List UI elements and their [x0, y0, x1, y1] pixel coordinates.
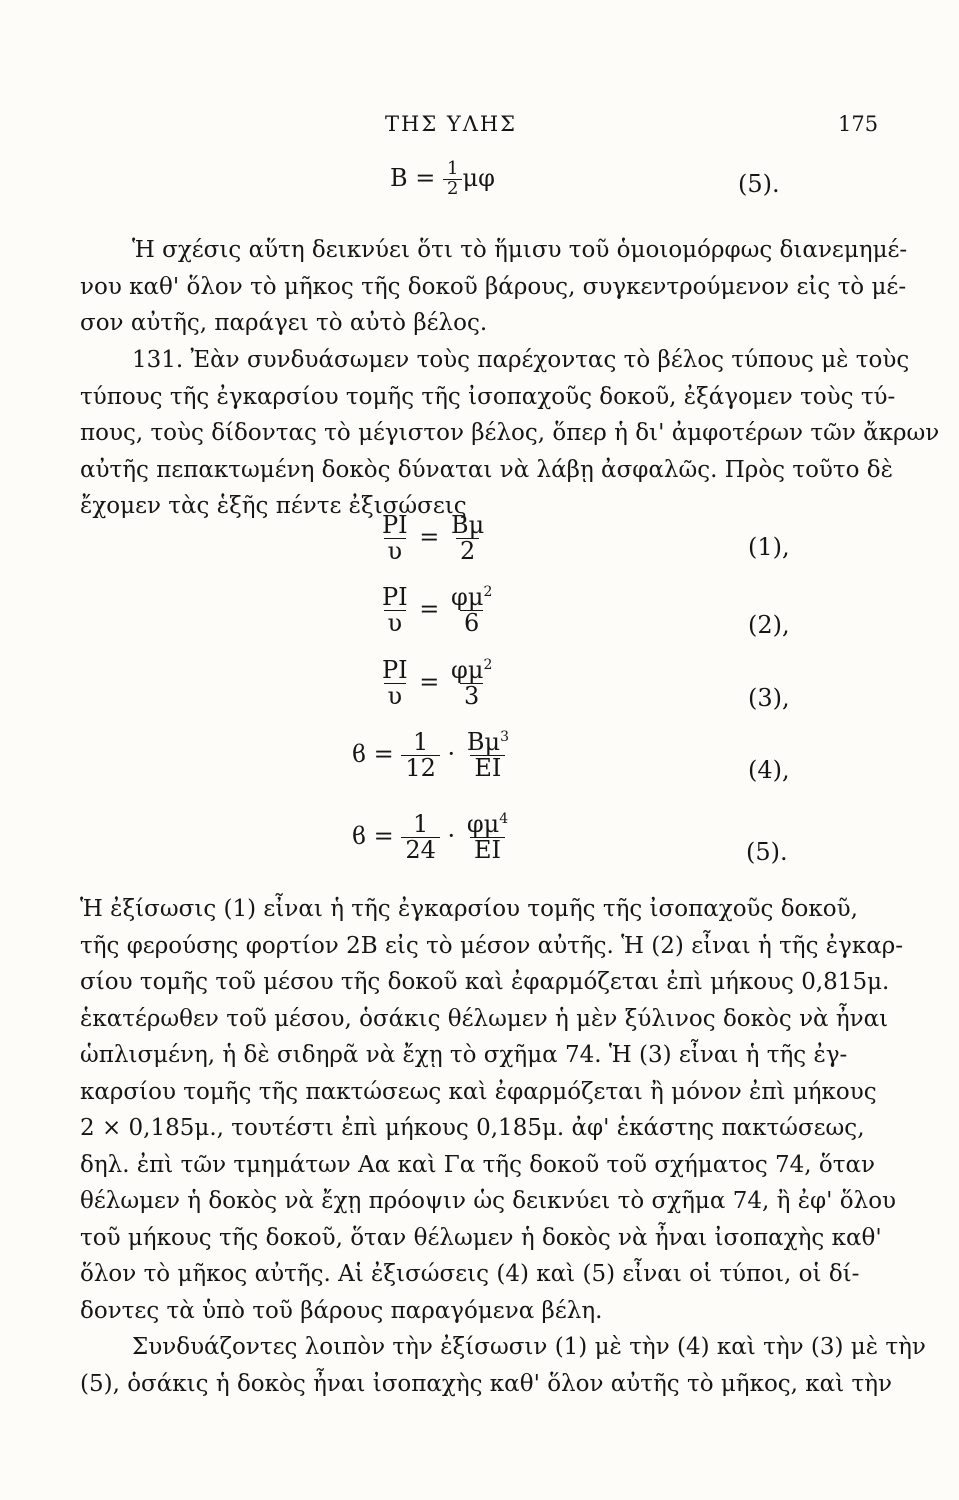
text-line: πους, τοὺς δίδοντας τὸ μέγιστον βέλος, ὅπερ ἡ δι' ἀμφοτέρων τῶν ἄκρων: [80, 420, 940, 446]
text-line: σον αὐτῆς, παράγει τὸ αὐτὸ βέλος.: [80, 310, 488, 336]
rhs-fraction: [447, 513, 488, 564]
equation-number: (1),: [748, 533, 790, 561]
rhs-denominator: 3: [460, 683, 483, 709]
page-header: [0, 112, 959, 142]
text-line: δηλ. ἐπὶ τῶν τμημάτων Αα καὶ Γα τῆς δοκοῦ τοῦ σχήματος 74, ὅταν: [80, 1151, 875, 1178]
equation-top-rhs: μφ: [462, 163, 495, 192]
text-line: νου καθ' ὅλον τὸ μῆκος τῆς δοκοῦ βάρους, συγκεντρούμενον εἰς τὸ μέ-: [80, 273, 907, 300]
lhs-denominator: υ: [384, 538, 407, 564]
rhs-numerator: φμ: [451, 656, 484, 684]
running-title: ΤΗΣ ΥΛΗΣ: [385, 112, 518, 136]
equation-number: (2),: [748, 611, 790, 639]
paragraph-2: [80, 342, 940, 525]
text-line: ἔχομεν τὰς ἑξῆς πέντε ἐξισώσεις: [80, 493, 467, 519]
rhs-fraction: [463, 812, 512, 863]
text-line: τῆς φερούσης φορτίον 2B εἰς τὸ μέσον αὐτῆς. Ἡ (2) εἶναι ἡ τῆς ἐγκαρ-: [80, 932, 904, 959]
fraction-numerator: 1: [447, 158, 459, 179]
lhs-denominator: υ: [384, 683, 407, 709]
text-line: (5), ὁσάκις ἡ δοκὸς ἦναι ἰσοπαχὴς καθ' ὅλον αὐτῆς τὸ μῆκος, καὶ τὴν: [80, 1370, 893, 1397]
text-line: τύπους τῆς ἐγκαρσίου τομῆς τῆς ἰσοπαχοῦς δοκοῦ, ἐξάγομεν τοὺς τύ-: [80, 383, 896, 410]
rhs-numerator: φμ: [466, 810, 500, 838]
exponent: 2: [483, 584, 493, 600]
equals-sign: =: [419, 595, 440, 624]
page-number: 175: [838, 112, 879, 136]
text-line: ὡπλισμένη, ἡ δὲ σιδηρᾶ νὰ ἔχῃ τὸ σχῆμα 74. Ἡ (3) εἶναι ἡ τῆς ἐγ-: [80, 1042, 848, 1068]
beta-symbol: ϐ =: [352, 822, 394, 851]
beta-symbol: ϐ =: [352, 740, 394, 769]
equals-sign: =: [419, 668, 440, 697]
coefficient-numerator: 1: [412, 810, 429, 838]
exponent: 3: [500, 729, 509, 745]
text-line: δοντες τὰ ὑπὸ τοῦ βάρους παραγόμενα βέλη.: [80, 1297, 603, 1324]
paragraph-4: [80, 1329, 926, 1402]
rhs-numerator: φμ: [451, 583, 484, 611]
rhs-fraction: [447, 658, 496, 709]
equals-sign: =: [419, 523, 440, 552]
rhs-numerator: Bμ: [466, 728, 501, 756]
rhs-numerator: Bμ: [451, 511, 485, 539]
coefficient-denominator: 12: [401, 755, 440, 781]
multiply-dot: ·: [447, 740, 456, 769]
coefficient-numerator: 1: [412, 728, 429, 756]
paragraph-3: [80, 891, 904, 1329]
lhs-fraction: [378, 585, 412, 636]
equation-number: (5).: [746, 838, 788, 866]
paragraph-1: [80, 232, 908, 342]
equation-top-lhs: B =: [390, 163, 444, 192]
equation-3: [0, 658, 959, 720]
lhs-fraction: [378, 658, 412, 709]
equation-number: (3),: [748, 684, 790, 712]
text-line: Ἡ ἐξίσωσις (1) εἶναι ἡ τῆς ἐγκαρσίου τομῆς τῆς ἰσοπαχοῦς δοκοῦ,: [80, 896, 858, 922]
exponent: 2: [483, 657, 493, 673]
text-line: καρσίου τομῆς τῆς πακτώσεως καὶ ἐφαρμόζεται ἢ μόνον ἐπὶ μήκους: [80, 1078, 877, 1105]
text-line: 2 × 0,185μ., τουτέστι ἐπὶ μήκους 0,185μ. ἀφ' ἑκάστης πακτώσεως,: [80, 1115, 865, 1141]
rhs-denominator: 2: [456, 538, 479, 564]
equation-4: [0, 730, 959, 796]
equation-1: [0, 513, 959, 575]
text-line: ὅλον τὸ μῆκος αὐτῆς. Αἱ ἐξισώσεις (4) καὶ (5) εἶναι οἱ τύποι, οἱ δί-: [80, 1261, 860, 1287]
fraction-denominator: 2: [443, 179, 462, 199]
rhs-denominator: 6: [460, 610, 483, 636]
rhs-fraction: [463, 730, 513, 781]
exponent: 4: [499, 811, 509, 827]
equation-top-fraction: [443, 160, 462, 199]
lhs-numerator: PI: [382, 656, 408, 684]
text-line: αὐτῆς πεπακτωμένη δοκὸς δύναται νὰ λάβῃ ἀσφαλῶς. Πρὸς τοῦτο δὲ: [80, 456, 893, 483]
rhs-denominator: EI: [470, 837, 505, 863]
equation-5: [0, 812, 959, 878]
equation-number: (4),: [748, 756, 790, 784]
coefficient-fraction: [401, 730, 440, 781]
equation-2: [0, 585, 959, 647]
rhs-fraction: [447, 585, 496, 636]
text-line: Ἡ σχέσις αὕτη δεικνύει ὅτι τὸ ἥμισυ τοῦ ὁμοιομόρφως διανεμημέ-: [132, 237, 908, 263]
lhs-fraction: [378, 513, 412, 564]
text-line: Συνδυάζοντες λοιπὸν τὴν ἐξίσωσιν (1) μὲ τὴν (4) καὶ τὴν (3) μὲ τὴν: [132, 1334, 926, 1360]
lhs-numerator: PI: [382, 583, 408, 611]
coefficient-fraction: [401, 812, 440, 863]
equation-number: (5).: [738, 170, 780, 198]
lhs-numerator: PI: [382, 511, 408, 539]
text-line: 131. Ἐὰν συνδυάσωμεν τοὺς παρέχοντας τὸ βέλος τύπους μὲ τοὺς: [132, 347, 910, 373]
coefficient-denominator: 24: [401, 837, 440, 863]
multiply-dot: ·: [447, 822, 456, 851]
text-line: θέλωμεν ἡ δοκὸς νὰ ἔχῃ πρόοψιν ὡς δεικνύει τὸ σχῆμα 74, ἢ ἐφ' ὅλου: [80, 1188, 897, 1214]
rhs-denominator: EI: [470, 755, 505, 781]
text-line: τοῦ μήκους τῆς δοκοῦ, ὅταν θέλωμεν ἡ δοκὸς νὰ ἦναι ἰσοπαχὴς καθ': [80, 1224, 882, 1251]
text-line: ἑκατέρωθεν τοῦ μέσου, ὁσάκις θέλωμεν ἡ μὲν ξύλινος δοκὸς νὰ ἦναι: [80, 1005, 889, 1032]
text-line: σίου τομῆς τοῦ μέσου τῆς δοκοῦ καὶ ἐφαρμόζεται ἐπὶ μήκους 0,815μ.: [80, 969, 890, 995]
lhs-denominator: υ: [384, 610, 407, 636]
